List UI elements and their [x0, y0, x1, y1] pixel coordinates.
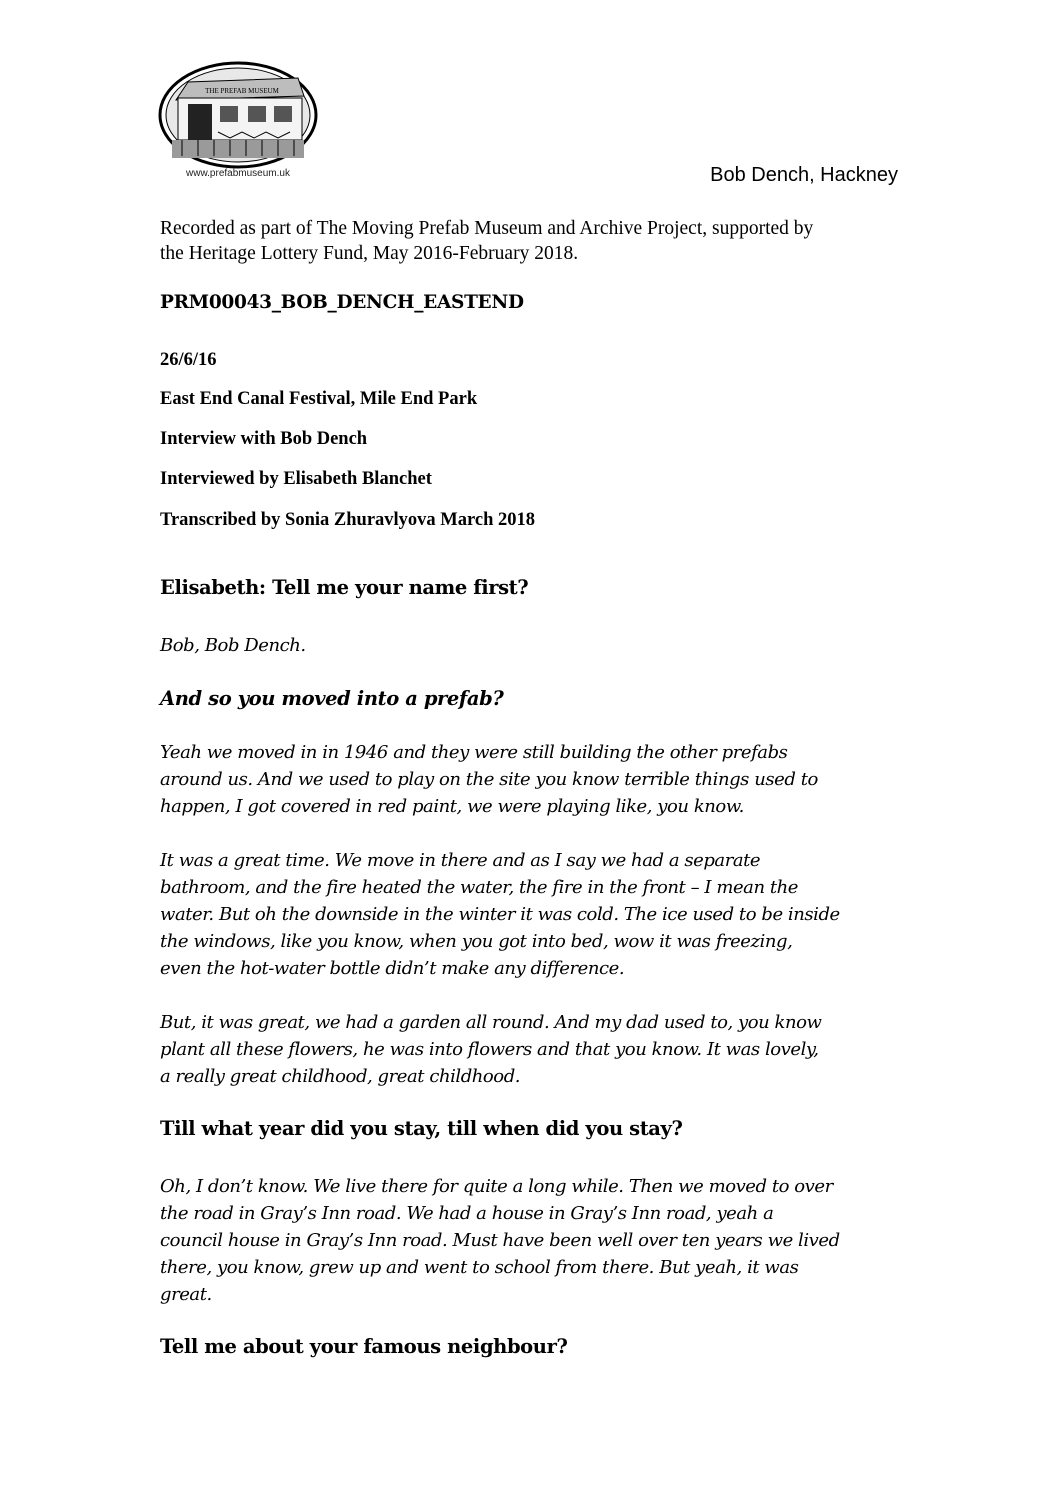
header-interviewee-name: Bob Dench, Hackney — [710, 164, 898, 186]
answer-line: happen, I got covered in red paint, we were playing like, you know. — [160, 796, 744, 817]
answer-line: there, you know, grew up and went to school from there. But yeah, it was — [160, 1257, 799, 1278]
logo-url-text: www.prefabmuseum.uk — [186, 168, 290, 179]
answer-line: But, it was great, we had a garden all round. And my dad used to, you know — [160, 1012, 822, 1033]
answer-line: bathroom, and the fire heated the water, the fire in the front – I mean the — [160, 877, 799, 898]
answer-line: council house in Gray’s Inn road. Must have been well over ten years we lived — [160, 1230, 840, 1251]
meta-date: 26/6/16 — [160, 350, 217, 370]
intro-line: Recorded as part of The Moving Prefab Museum and Archive Project, supported by — [160, 218, 814, 239]
intro-paragraph — [160, 216, 900, 266]
svg-text:THE PREFAB MUSEUM: THE PREFAB MUSEUM — [205, 87, 279, 95]
intro-line: the Heritage Lottery Fund, May 2016-February 2018. — [160, 243, 579, 264]
answer-line: Yeah we moved in in 1946 and they were still building the other prefabs — [160, 742, 788, 763]
answer-line: a really great childhood, great childhood. — [160, 1066, 521, 1087]
answer-paragraph — [160, 847, 900, 982]
answer-line: Bob, Bob Dench. — [160, 635, 306, 656]
meta-location: East End Canal Festival, Mile End Park — [160, 389, 478, 409]
reference-code: PRM00043_BOB_DENCH_EASTEND — [160, 292, 524, 313]
answer-line: plant all these flowers, he was into flowers and that you know. It was lovely, — [160, 1039, 819, 1060]
answer-line: around us. And we used to play on the site you know terrible things used to — [160, 769, 818, 790]
question-heading: Tell me about your famous neighbour? — [160, 1335, 568, 1358]
answer-line: the road in Gray’s Inn road. We had a house in Gray’s Inn road, yeah a — [160, 1203, 774, 1224]
answer-line: the windows, like you know, when you got into bed, wow it was freezing, — [160, 931, 793, 952]
answer-line: even the hot-water bottle didn’t make any difference. — [160, 958, 625, 979]
answer-paragraph — [160, 1173, 900, 1308]
answer-paragraph — [160, 632, 900, 659]
answer-paragraph — [160, 739, 900, 820]
prefab-museum-logo — [158, 60, 318, 188]
meta-interviewer: Interviewed by Elisabeth Blanchet — [160, 469, 432, 489]
answer-line: Oh, I don’t know. We live there for quite a long while. Then we moved to over — [160, 1176, 833, 1197]
answer-paragraph — [160, 1009, 900, 1090]
meta-transcriber: Transcribed by Sonia Zhuravlyova March 2018 — [160, 510, 536, 530]
meta-interviewee: Interview with Bob Dench — [160, 429, 368, 449]
question-heading: Till what year did you stay, till when did you stay? — [160, 1117, 683, 1140]
prefab-house-illustration — [158, 60, 318, 170]
answer-line: water. But oh the downside in the winter it was cold. The ice used to be inside — [160, 904, 840, 925]
question-heading: And so you moved into a prefab? — [160, 687, 504, 710]
answer-line: great. — [160, 1284, 212, 1305]
question-heading: Elisabeth: Tell me your name first? — [160, 576, 529, 599]
answer-line: It was a great time. We move in there and as I say we had a separate — [160, 850, 761, 871]
